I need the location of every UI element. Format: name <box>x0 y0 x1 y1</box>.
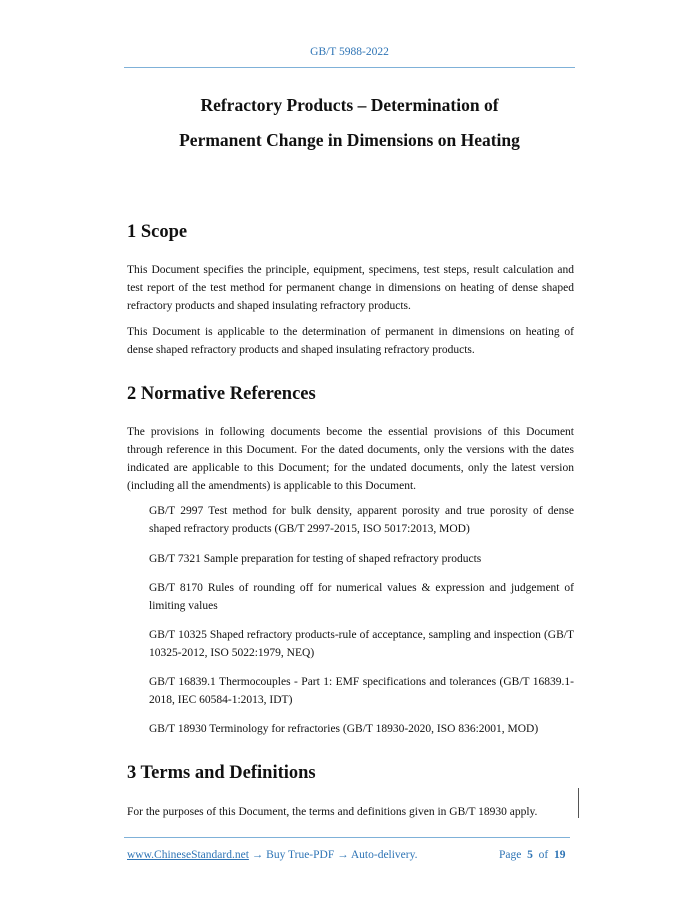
reference-item: GB/T 18930 Terminology for refractories (GB/T 18930-2020, ISO 836:2001, MOD) <box>149 723 539 735</box>
page-number <box>499 849 565 861</box>
document-title-line1: Refractory Products – Determination of <box>200 95 499 115</box>
document-title-line2: Permanent Change in Dimensions on Heating <box>179 130 520 150</box>
section-heading-scope: 1 Scope <box>127 222 188 242</box>
revision-bar <box>578 788 579 818</box>
terms-paragraph: For the purposes of this Document, the terms and definitions given in GB/T 18930 apply. <box>127 806 538 818</box>
page-current: 5 <box>527 849 533 861</box>
scope-paragraph-1: This Document specifies the principle, equipment, specimens, test steps, result calculation and test report of the test method for permanent change in dimensions on heating of dense shaped refractory products and shaped insulating refractory products. <box>127 264 574 312</box>
header-rule <box>124 67 575 68</box>
arrow-right-icon: → <box>251 849 264 861</box>
normative-intro-paragraph: The provisions in following documents become the essential provisions of this Document through reference in this Document. For the dated documents, only the versions with the dates indicated are applicable to this Document; for the undated documents, only the latest version (including all the amendments) is applicable to this Document. <box>127 426 574 492</box>
reference-item: GB/T 8170 Rules of rounding off for numerical values & expression and judgement of limiting values <box>149 582 574 612</box>
page-of: of <box>538 849 549 861</box>
page-label: Page <box>499 849 522 861</box>
reference-item: GB/T 7321 Sample preparation for testing of shaped refractory products <box>149 553 482 565</box>
buy-true-pdf-link[interactable]: Buy True-PDF <box>266 849 335 861</box>
reference-item: GB/T 10325 Shaped refractory products-rule of acceptance, sampling and inspection (GB/T 10325-2012, ISO 5022:1979, NEQ) <box>149 629 574 659</box>
arrow-right-icon: → <box>337 849 349 861</box>
scope-paragraph-2: This Document is applicable to the determination of permanent in dimensions on heating of dense shaped refractory products and shaped insulating refractory products. <box>127 326 574 356</box>
footer-rule <box>124 837 570 838</box>
chinesestandard-link[interactable]: www.ChineseStandard.net <box>127 849 249 861</box>
reference-item: GB/T 2997 Test method for bulk density, apparent porosity and true porosity of dense shaped refractory products (GB/T 2997-2015, ISO 5017:2013, MOD) <box>149 505 574 535</box>
section-heading-normative-references: 2 Normative References <box>127 384 316 404</box>
footer-promo <box>127 849 418 861</box>
page-total: 19 <box>553 849 566 861</box>
section-heading-terms-definitions: 3 Terms and Definitions <box>127 763 316 783</box>
reference-item: GB/T 16839.1 Thermocouples - Part 1: EMF specifications and tolerances (GB/T 16839.1-2018, IEC 60584-1:2013, IDT) <box>149 676 574 706</box>
auto-delivery-text: Auto-delivery. <box>350 849 418 861</box>
page-header: GB/T 5988-2022 <box>310 46 389 58</box>
